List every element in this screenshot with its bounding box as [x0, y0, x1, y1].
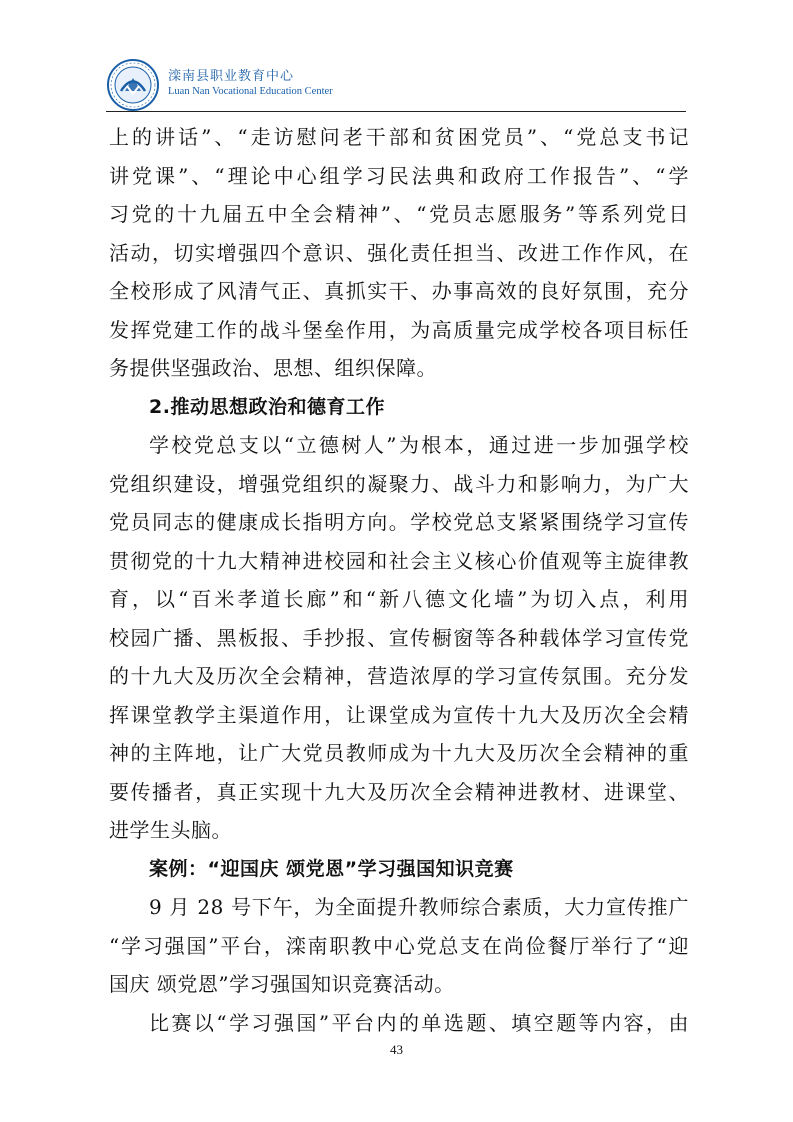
page-header: [106, 56, 686, 112]
text-line: 育，以“百米孝道长廊”和“新八德文化墙”为切入点，利用: [109, 587, 689, 611]
text-line: 习党的十九届五中全会精神”、“党员志愿服务”等系列党日: [109, 202, 689, 226]
case-heading: 案例：“迎国庆 颂党恩”学习强国知识竞赛: [149, 857, 514, 880]
text-line: 全校形成了风清气正、真抓实干、办事高效的良好氛围，充分: [109, 279, 689, 303]
text-line: “学习强国”平台，滦南职教中心党总支在尚俭餐厅举行了“迎: [109, 933, 689, 958]
text-line: 校园广播、黑板报、手抄报、宣传橱窗等各种载体学习宣传党: [109, 625, 689, 650]
text-line: 务提供坚强政治、思想、组织保障。: [109, 356, 437, 380]
text-line: 发挥党建工作的战斗堡垒作用，为高质量完成学校各项目标任: [109, 317, 689, 342]
page-number: 43: [390, 1042, 403, 1057]
text-line: 上的讲话”、“走访慰问老干部和贫困党员”、“党总支书记: [109, 125, 689, 149]
text-line: 党组织建设，增强党组织的凝聚力、战斗力和影响力，为广大: [109, 471, 689, 496]
org-name-english: Luan Nan Vocational Education Center: [168, 86, 333, 97]
text-line: 党员同志的健康成长指明方向。学校党总支紧紧围绕学习宣传: [109, 510, 689, 534]
school-emblem-icon: [106, 58, 160, 112]
text-line: 进学生头脑。: [109, 818, 232, 842]
header-divider: [106, 111, 686, 112]
paragraph-3: [109, 888, 689, 1004]
text-line: 贯彻党的十九大精神进校园和社会主义核心价值观等主旋律教: [109, 548, 689, 573]
section-heading: 2.推动思想政治和德育工作: [149, 395, 385, 418]
text-line: 活动，切实增强四个意识、强化责任担当、改进工作作风，在: [109, 240, 689, 265]
text-line: 挥课堂教学主渠道作用，让课堂成为宣传十九大及历次全会精: [109, 702, 689, 727]
document-body: [109, 118, 689, 1042]
org-name-chinese: 滦南县职业教育中心: [168, 69, 295, 84]
paragraph-1: [109, 118, 689, 388]
text-line: 国庆 颂党恩”学习强国知识竞赛活动。: [109, 972, 455, 996]
text-line: 神的主阵地，让广大党员教师成为十九大及历次全会精神的重: [109, 741, 689, 765]
text-line: 要传播者，真正实现十九大及历次全会精神进教材、进课堂、: [109, 779, 689, 804]
text-line: 9 月 28 号下午，为全面提升教师综合素质，大力宣传推广: [149, 895, 689, 919]
paragraph-4: [109, 1004, 689, 1043]
text-line: 学校党总支以“立德树人”为根本，通过进一步加强学校: [149, 433, 689, 457]
text-line: 的十九大及历次全会精神，营造浓厚的学习宣传氛围。充分发: [109, 664, 689, 688]
paragraph-2: [109, 426, 689, 850]
text-line: 比赛以“学习强国”平台内的单选题、填空题等内容，由: [149, 1010, 689, 1035]
text-line: 讲党课”、“理论中心组学习民法典和政府工作报告”、“学: [109, 163, 689, 188]
